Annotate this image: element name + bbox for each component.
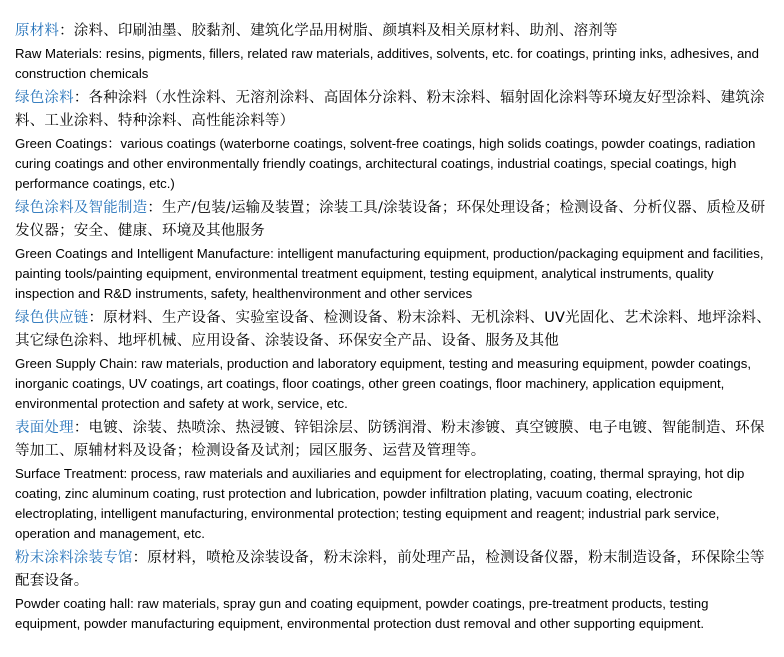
section-cn-text: ：生产/包装/运输及装置；涂装工具/涂装设备；环保处理设备；检测设备、分析仪器、质检及研发仪器；安全、健康、环境及其他服务 (15, 200, 766, 239)
section-cn-text: ：原材料、生产设备、实验室设备、检测设备、粉末涂料、无机涂料、UV光固化、艺术涂料、地坪涂料、其它绿色涂料、地坪机械、应用设备、涂装设备、环保安全产品、设备、服务及其他 (15, 310, 771, 349)
section-cn-text: ：原材料，喷枪及涂装设备，粉末涂料，前处理产品，检测设备仪器，粉末制造设备，环保除尘等配套设备。 (15, 550, 765, 589)
section-label: 原材料 (15, 23, 60, 39)
section-cn-paragraph (15, 20, 775, 43)
section-label: 表面处理 (15, 420, 74, 436)
section-cn-text: ：各种涂料（水性涂料、无溶剂涂料、高固体分涂料、粉末涂料、辐射固化涂料等环境友好型涂料、建筑涂料、工业涂料、特种涂料、高性能涂料等） (15, 90, 765, 129)
section-en-text: Green Coatings and Intelligent Manufacture: intelligent manufacturing equipment, production/packaging equipment and facilities, painting tools/painting equipment, environmental treatment equipment, testing equipment, analytical instruments, quality inspection and R&D instruments, safety, healthenvironment and other services (15, 246, 764, 301)
section-en-text: Green Supply Chain: raw materials, production and laboratory equipment, testing and measuring equipment, powder coatings, inorganic coatings, UV coatings, art coatings, floor coatings, other green coatings, floor machinery, application equipment, environmental protection and safety at work, service, etc. (15, 356, 751, 411)
section-powder-coating-hall (15, 547, 775, 634)
section-raw-materials (15, 20, 775, 84)
section-en-text: Surface Treatment: process, raw materials and auxiliaries and equipment for electroplating, coating, thermal spraying, hot dip coating, zinc aluminum coating, rust protection and lubrication, powder infiltration plating, vacuum coating, electronic electroplating, intelligent manufacturing, environmental protection; testing equipment and reagent; industrial park service, operation and management, etc. (15, 466, 745, 541)
section-en-text: Raw Materials: resins, pigments, fillers, related raw materials, additives, solvents, etc. for coatings, printing inks, adhesives, and construction chemicals (15, 46, 759, 81)
section-cn-paragraph (15, 87, 775, 133)
section-green-supply-chain (15, 307, 775, 414)
section-label: 绿色供应链 (15, 310, 89, 326)
section-label: 绿色涂料 (15, 90, 74, 106)
section-en-text: Powder coating hall: raw materials, spray gun and coating equipment, powder coatings, pre-treatment products, testing equipment, powder manufacturing equipment, environmental protection dust removal and other supporting equipment. (15, 596, 709, 631)
section-green-coatings (15, 87, 775, 194)
exhibit-categories-document (15, 20, 775, 637)
section-intelligent-manufacture (15, 197, 775, 304)
section-cn-text: ：涂料、印刷油墨、胶黏剂、建筑化学品用树脂、颜填料及相关原材料、助剂、溶剂等 (59, 23, 618, 39)
section-en-text: Green Coatings：various coatings (waterborne coatings, solvent-free coatings, high solids coatings, powder coatings, radiation curing coatings and other environmentally friendly coatings, architectural coatings, industrial coatings, special coatings, high performance coatings, etc.) (15, 136, 756, 191)
section-cn-paragraph (15, 417, 775, 463)
section-cn-paragraph (15, 547, 775, 593)
section-label: 粉末涂料涂装专馆 (15, 550, 133, 566)
section-label: 绿色涂料及智能制造 (15, 200, 148, 216)
section-cn-text: ：电镀、涂装、热喷涂、热浸镀、锌铝涂层、防锈润滑、粉末渗镀、真空镀膜、电子电镀、智能制造、环保等加工、原辅材料及设备；检测设备及试剂；园区服务、运营及管理等。 (15, 420, 765, 459)
section-surface-treatment (15, 417, 775, 544)
section-cn-paragraph (15, 307, 775, 353)
section-cn-paragraph (15, 197, 775, 243)
